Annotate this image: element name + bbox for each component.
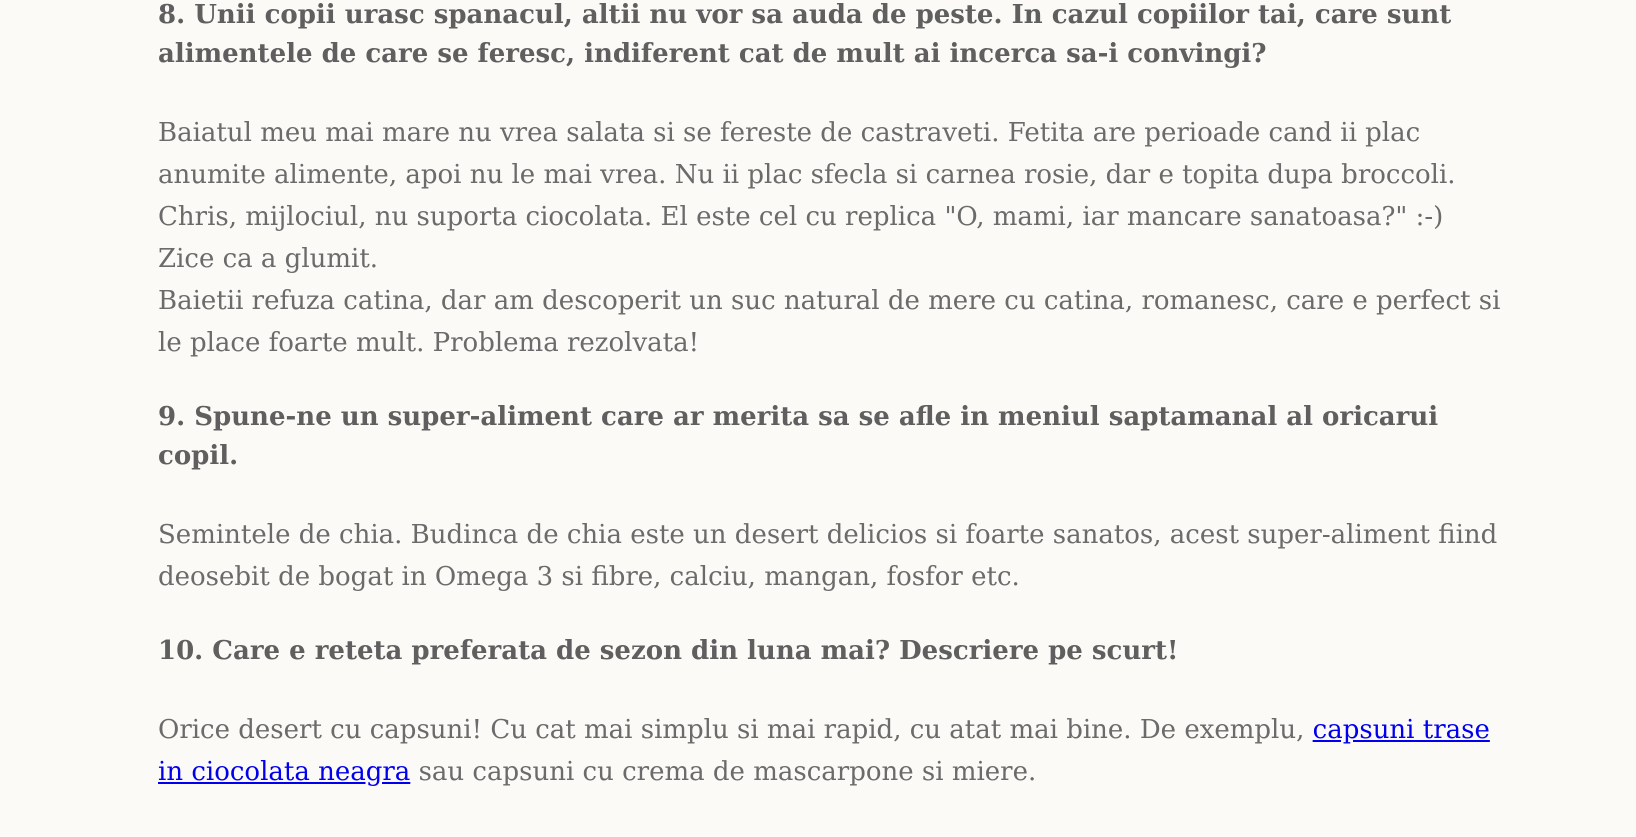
question-10 bbox=[158, 632, 1418, 671]
question-9-line-1: 9. Spune-ne un super-aliment care ar merita sa se afle in meniul saptamanal al oricarui bbox=[158, 402, 1439, 432]
recipe-link-part-1[interactable]: capsuni trase bbox=[1312, 715, 1490, 745]
answer-9 bbox=[158, 514, 1498, 598]
question-9 bbox=[158, 398, 1439, 476]
answer-10-line-2 bbox=[158, 751, 1418, 793]
answer-9-line-2: deosebit de bogat in Omega 3 si fibre, calciu, mangan, fosfor etc. bbox=[158, 562, 1020, 592]
recipe-link-part-2[interactable]: in ciocolata neagra bbox=[158, 757, 411, 787]
answer-10-line-1 bbox=[158, 709, 1490, 751]
question-10-line-1: 10. Care e reteta preferata de sezon din luna mai? Descriere pe scurt! bbox=[158, 636, 1179, 666]
question-8-line-1: 8. Unii copii urasc spanacul, altii nu vor sa auda de peste. In cazul copiilor tai, care sunt bbox=[158, 0, 1452, 30]
answer-10-text-1: Orice desert cu capsuni! Cu cat mai simplu si mai rapid, cu atat mai bine. De exemplu, bbox=[158, 715, 1313, 745]
answer-10 bbox=[158, 709, 1490, 793]
question-8 bbox=[158, 0, 1452, 74]
answer-8-line-2: anumite alimente, apoi nu le mai vrea. Nu ii plac sfecla si carnea rosie, dar e topita dupa broccoli. bbox=[158, 160, 1456, 190]
answer-8-line-6: le place foarte mult. Problema rezolvata! bbox=[158, 328, 700, 358]
answer-8-line-3: Chris, mijlociul, nu suporta ciocolata. El este cel cu replica "O, mami, iar mancare sanatoasa?" :-) bbox=[158, 202, 1444, 232]
answer-8-line-5: Baietii refuza catina, dar am descoperit un suc natural de mere cu catina, romanesc, care e perfect si bbox=[158, 286, 1501, 316]
question-9-line-2: copil. bbox=[158, 441, 239, 471]
question-8-line-2: alimentele de care se feresc, indiferent cat de mult ai incerca sa-i convingi? bbox=[158, 39, 1267, 69]
answer-8-line-1: Baiatul meu mai mare nu vrea salata si se fereste de castraveti. Fetita are perioade cand ii plac bbox=[158, 118, 1421, 148]
answer-8-line-4: Zice ca a glumit. bbox=[158, 244, 379, 274]
answer-10-text-2: sau capsuni cu crema de mascarpone si miere. bbox=[410, 757, 1037, 787]
answer-8 bbox=[158, 112, 1501, 364]
article-body bbox=[158, 0, 1501, 793]
answer-9-line-1: Semintele de chia. Budinca de chia este un desert delicios si foarte sanatos, acest super-aliment fiind bbox=[158, 520, 1498, 550]
